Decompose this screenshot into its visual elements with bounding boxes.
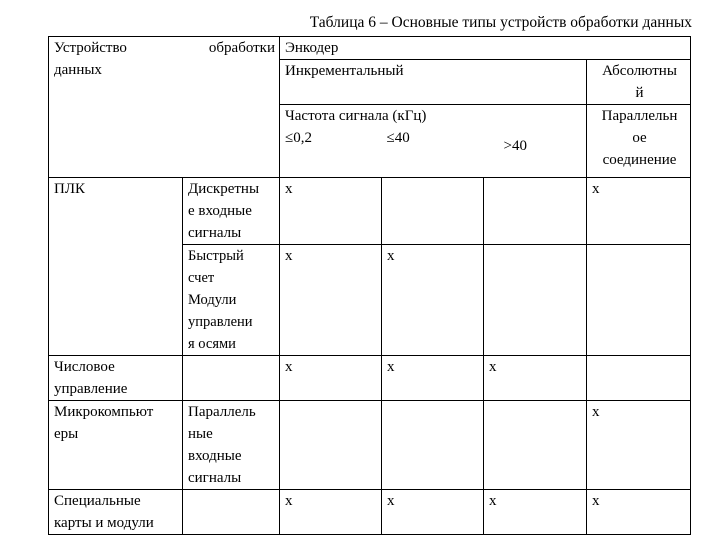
cell-nc-freq-2: x: [382, 355, 484, 400]
table-row-microcomputers: [49, 400, 691, 489]
encoder-header: Энкодер: [280, 37, 691, 60]
signal-type-parallel-inputs: Параллель ные входные сигналы: [183, 400, 280, 489]
device-special-cards: Специальные карты и модули: [49, 489, 183, 534]
frequency-range-1: ≤0,2: [280, 127, 382, 177]
cell-plc-fast-freq-3: [484, 244, 587, 355]
parallel-connection-header: Параллельн ое соединение: [587, 105, 691, 178]
table-row-plc-1: [49, 177, 691, 244]
cell-plc-fast-freq-2: x: [382, 244, 484, 355]
device-plc: ПЛК: [49, 177, 183, 355]
cell-plc-discrete-freq-3: [484, 177, 587, 244]
cell-nc-parallel: [587, 355, 691, 400]
cell-nc-freq-3: x: [484, 355, 587, 400]
cell-nc-freq-1: x: [280, 355, 382, 400]
table-row-special-cards: [49, 489, 691, 534]
cell-special-freq-3: x: [484, 489, 587, 534]
cell-micro-freq-3: [484, 400, 587, 489]
cell-plc-fast-freq-1: x: [280, 244, 382, 355]
cell-special-parallel: x: [587, 489, 691, 534]
signal-type-special-cards: [183, 489, 280, 534]
cell-plc-discrete-parallel: x: [587, 177, 691, 244]
cell-plc-fast-parallel: [587, 244, 691, 355]
device-column-header-end: обработки: [183, 37, 280, 178]
cell-special-freq-2: x: [382, 489, 484, 534]
absolute-header: Абсолютны й: [587, 60, 691, 105]
table-caption: Таблица 6 – Основные типы устройств обработки данных: [309, 14, 692, 31]
device-numerical-control: Числовое управление: [49, 355, 183, 400]
processing-devices-table: [48, 36, 691, 535]
frequency-range-3: >40: [484, 127, 587, 177]
frequency-header: Частота сигнала (кГц): [280, 105, 587, 128]
device-column-header: Устройство данных: [49, 37, 183, 178]
device-microcomputers: Микрокомпьют еры: [49, 400, 183, 489]
cell-micro-parallel: x: [587, 400, 691, 489]
header-row-1: [49, 37, 691, 60]
cell-micro-freq-2: [382, 400, 484, 489]
signal-type-discrete-inputs: Дискретны е входные сигналы: [183, 177, 280, 244]
frequency-range-2: ≤40: [382, 127, 484, 177]
cell-special-freq-1: x: [280, 489, 382, 534]
incremental-header: Инкрементальный: [280, 60, 587, 105]
signal-type-fast-count: Быстрый счет Модули управлени я осями: [183, 244, 280, 355]
cell-micro-freq-1: [280, 400, 382, 489]
cell-plc-discrete-freq-1: x: [280, 177, 382, 244]
table-row-numerical-control: [49, 355, 691, 400]
cell-plc-discrete-freq-2: [382, 177, 484, 244]
signal-type-numerical-control: [183, 355, 280, 400]
